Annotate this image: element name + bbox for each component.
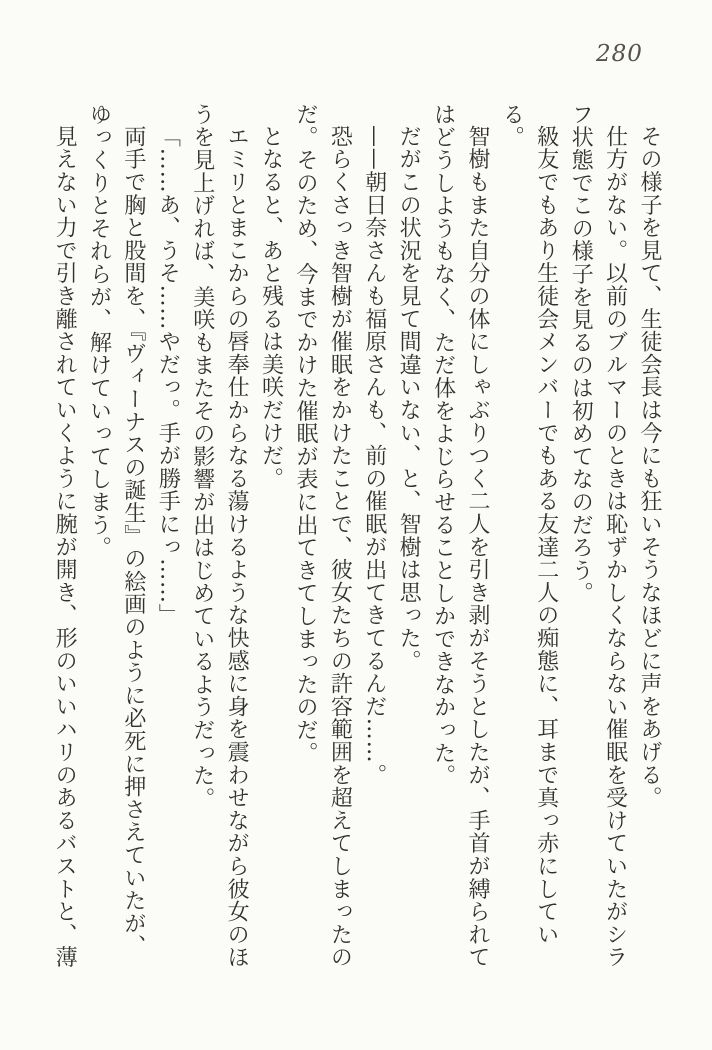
- paragraph: となると、あと残るは美咲だけだ。: [258, 125, 284, 490]
- paragraph: エミリとまこからの唇奉仕からなる蕩けるような快感に身を震わせながら彼女のほうを見上げれば、美咲もまたその影響が出はじめているようだった。: [189, 103, 250, 969]
- paragraph: 見えない力で引き離されていくように腕が開き、形のいいハリのあるバストと、薄: [52, 125, 78, 969]
- paragraph: 智樹もまた自分の体にしゃぶりつく二人を引き剥がそうとしたが、手首が縛られてはどうしようもなく、ただ体をよじらせることしかできなかった。: [430, 103, 490, 969]
- body-text: [47, 103, 666, 971]
- paragraph: 恐らくさっき智樹が催眠をかけたことで、彼女たちの許容範囲を超えてしまったのだ。そのため、今までかけた催眠が表に出てきてしまったのだ。: [292, 103, 353, 969]
- paragraph: だがこの状況を見て間違いない、と、智樹は思った。: [396, 125, 422, 673]
- paragraph: 「……あ、うそ……やだっ。手が勝手にっ……」: [155, 125, 181, 627]
- paragraph: ——朝日奈さんも福原さんも、前の催眠が出てきてるんだ……。: [361, 125, 387, 787]
- paragraph: 級友でもあり生徒会メンバーでもある友達二人の痴態に、耳まで真っ赤にしている。: [499, 103, 559, 946]
- page-number: 280: [596, 41, 643, 67]
- paragraph: その様子を見て、生徒会長は今にも狂いそうなほどに声をあげる。: [637, 125, 662, 809]
- paragraph: 両手で胸と股間を、『ヴィーナスの誕生』の絵画のように必死に押さえていたが、ゆっくりとそれらが、解けていってしまう。: [86, 103, 146, 958]
- paragraph: 仕方がない。以前のブルマーのときは恥ずかしくならない催眠を受けていたがシラフ状態でこの様子を見るのは初めてなのだろう。: [568, 103, 628, 969]
